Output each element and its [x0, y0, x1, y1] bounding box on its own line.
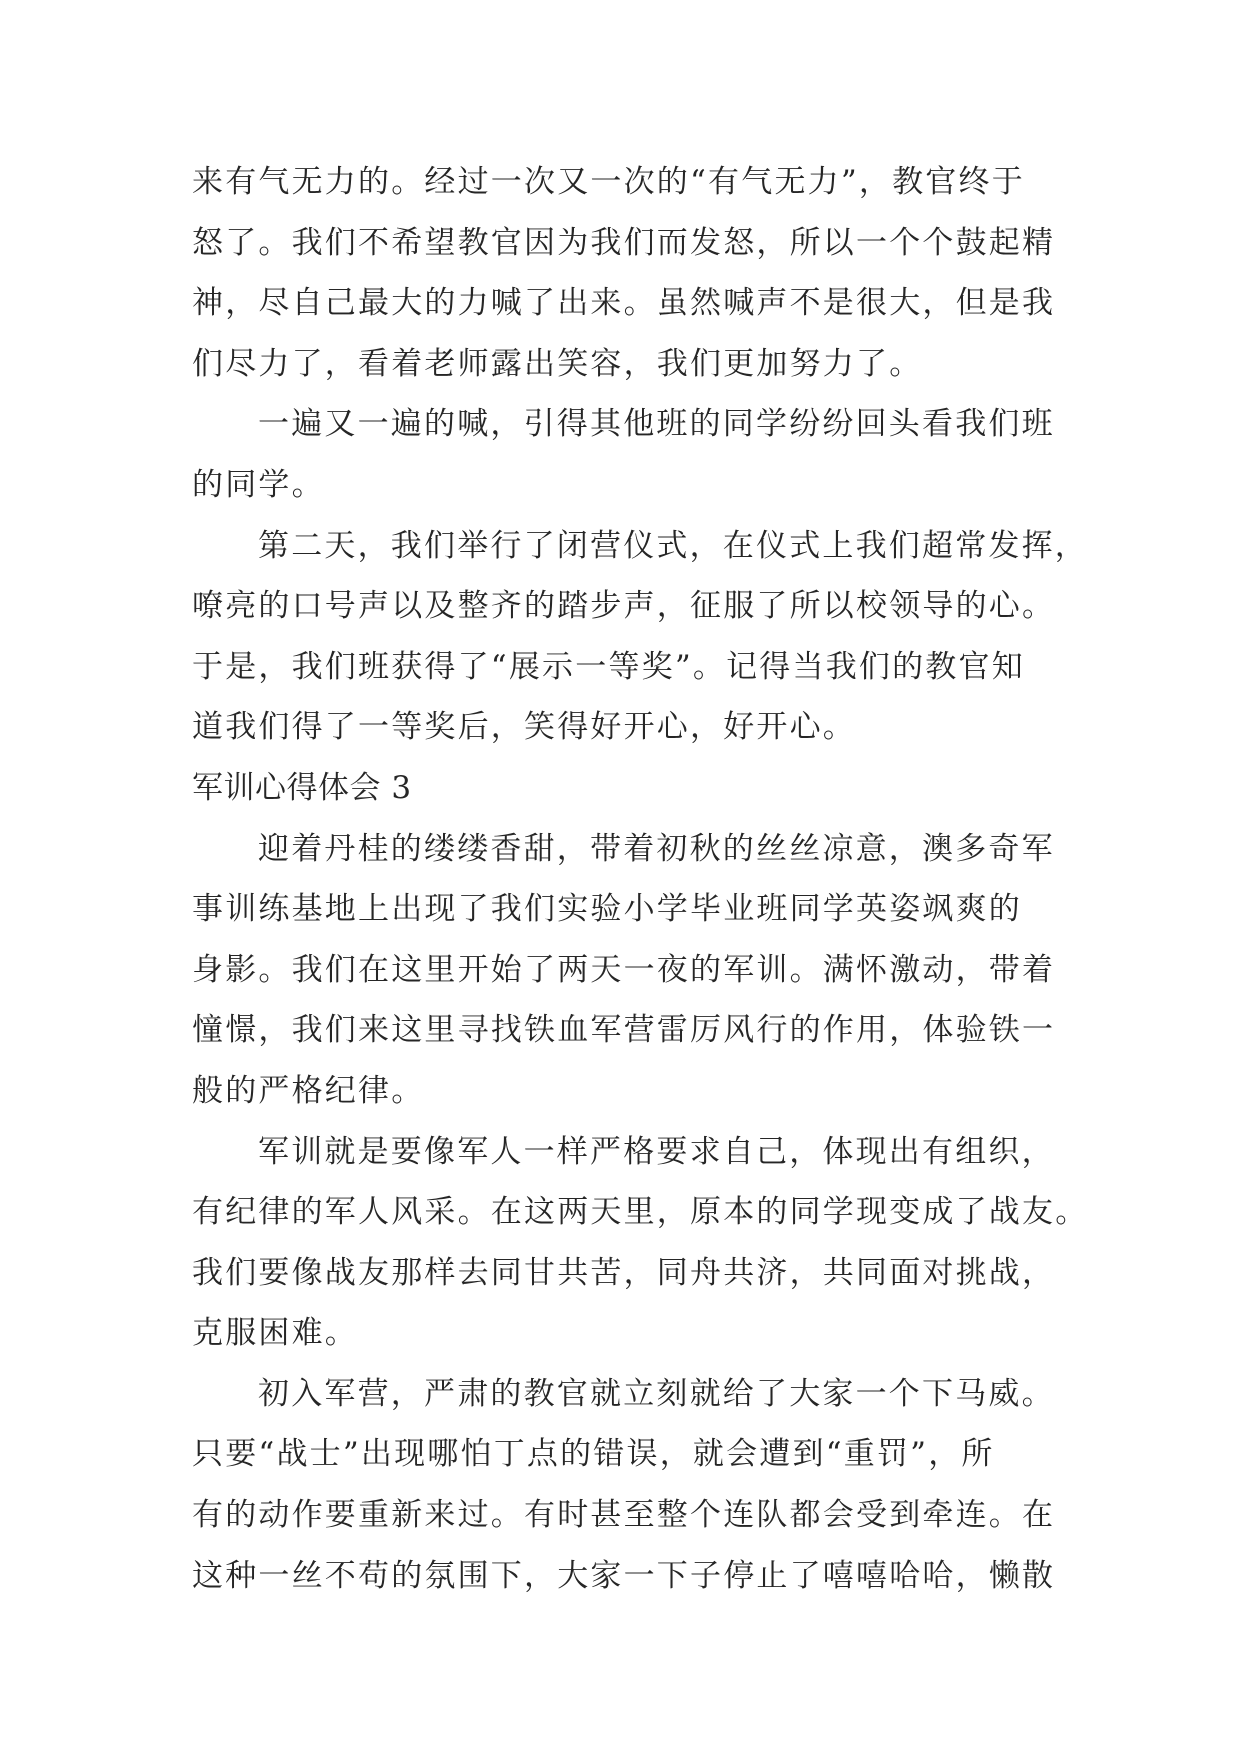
- text-line: 般的严格纪律。: [192, 1072, 425, 1109]
- text-line: 们尽力了，看着老师露出笑容，我们更加努力了。: [192, 345, 923, 382]
- text-line: 军训就是要像军人一样严格要求自己，体现出有组织，: [258, 1133, 1055, 1170]
- document-body: [192, 152, 1089, 1606]
- text-line: 初入军营，严肃的教官就立刻就给了大家一个下马威。: [258, 1375, 1055, 1412]
- text-line: 的同学。: [192, 466, 325, 503]
- text-line: 道我们得了一等奖后，笑得好开心，好开心。: [192, 709, 856, 746]
- text-line: 于是，我们班获得了“展示一等奖”。记得当我们的教官知: [192, 648, 1025, 685]
- text-line: 身影。我们在这里开始了两天一夜的军训。满怀激动，带着: [192, 951, 1056, 988]
- text-line: 只要“战士”出现哪怕丁点的错误，就会遭到“重罚”，所: [192, 1436, 995, 1473]
- text-line: 嘹亮的口号声以及整齐的踏步声，征服了所以校领导的心。: [192, 588, 1056, 625]
- text-line: 神，尽自己最大的力喊了出来。虽然喊声不是很大，但是我: [192, 285, 1056, 322]
- text-line: 迎着丹桂的缕缕香甜，带着初秋的丝丝凉意，澳多奇军: [258, 830, 1055, 867]
- text-line: 怒了。我们不希望教官因为我们而发怒，所以一个个鼓起精: [192, 224, 1056, 261]
- text-line: 事训练基地上出现了我们实验小学毕业班同学英姿飒爽的: [192, 891, 1022, 928]
- text-line: 第二天，我们举行了闭营仪式，在仪式上我们超常发挥，: [258, 527, 1088, 564]
- text-line: 克服困难。: [192, 1315, 358, 1352]
- text-line: 有纪律的军人风采。在这两天里，原本的同学现变成了战友。: [192, 1194, 1089, 1231]
- text-line: 我们要像战友那样去同甘共苦，同舟共济，共同面对挑战，: [192, 1254, 1056, 1291]
- text-line: 这种一丝不苟的氛围下，大家一下子停止了嘻嘻哈哈，懒散: [192, 1557, 1056, 1594]
- text-line: 憧憬，我们来这里寻找铁血军营雷厉风行的作用，体验铁一: [192, 1012, 1056, 1049]
- text-line: 一遍又一遍的喊，引得其他班的同学纷纷回头看我们班: [258, 406, 1055, 443]
- text-line: 有的动作要重新来过。有时甚至整个连队都会受到牵连。在: [192, 1497, 1056, 1534]
- section-heading: 军训心得体会 3: [192, 769, 412, 806]
- text-line: 来有气无力的。经过一次又一次的“有气无力”，教官终于: [192, 164, 1025, 200]
